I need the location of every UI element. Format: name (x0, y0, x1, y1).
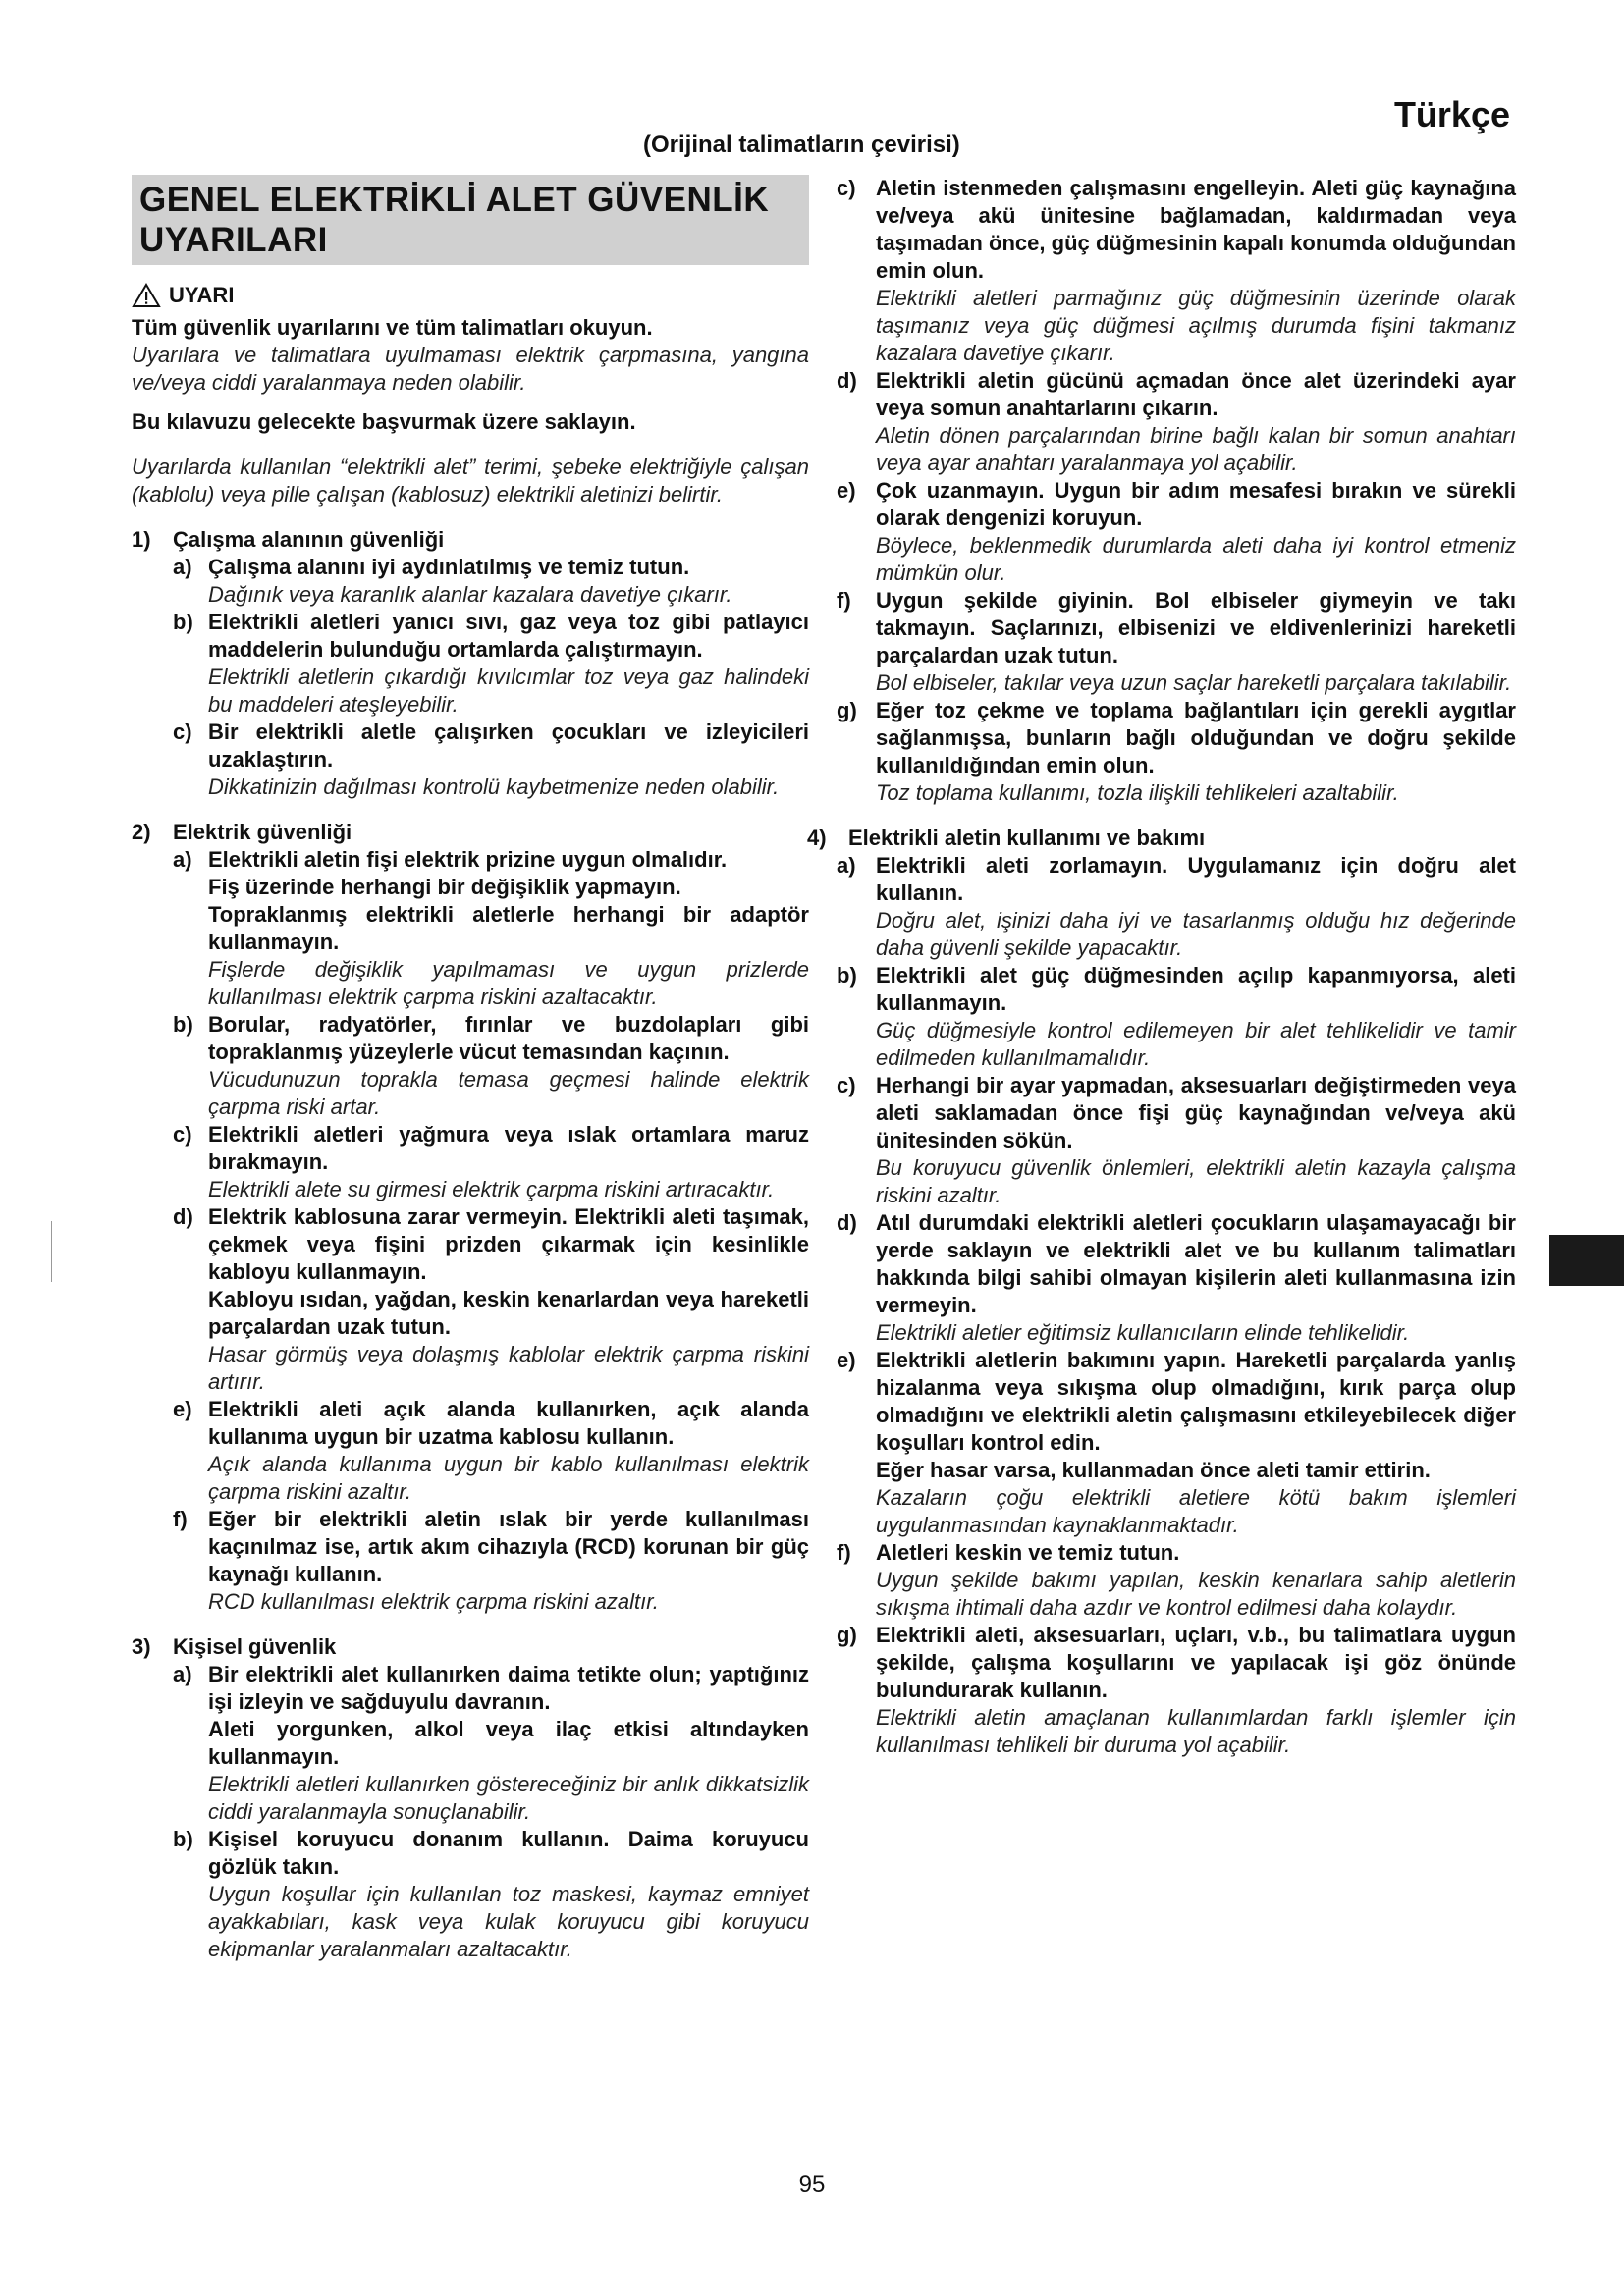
item-4e: e) Elektrikli aletlerin bakımını yapın. Hareketli parçalarda yanlış hizalanma veya sıkışma olup olmadığını, kırık parça olup olmadığını ve elektrikli aletin çalışmasını etkileyebilecek diğer koşulları kontrol edin. Eğer hasar varsa, kullanmadan önce aleti tamir ettirin. Kazaların çoğu elektrikli aletlere kötü bakım işlemleri uygulanmasından kaynaklanmaktadır. (837, 1348, 1516, 1537)
item-4c: c) Herhangi bir ayar yapmadan, aksesuarları değiştirmeden veya aleti saklamadan önce fişi güç kaynağından ve/veya akü ünitesinden sökün. Bu koruyucu güvenlik önlemleri, elektrikli aletin kazayla çalışma riskini azaltır. (837, 1073, 1516, 1207)
item-2a: a) Elektrikli aletin fişi elektrik prizine uygun olmalıdır. Fiş üzerinde herhangi bir değişiklik yapmayın. Topraklanmış elektrikli aletlerle herhangi bir adaptör kullanmayın. Fişlerde değişiklik yapılmaması ve uygun prizlerde kullanılması elektrik çarpma riskini azaltacaktır. (173, 847, 809, 1009)
item-4b: b) Elektrikli alet güç düğmesinden açılıp kapanmıyorsa, aleti kullanmayın. Güç düğmesiyle kontrol edilemeyen bir alet tehlikelidir ve tamir edilmeden kullanılmamalıdır. (837, 963, 1516, 1070)
warning-label: UYARI (169, 283, 235, 307)
item-2e: e) Elektrikli aleti açık alanda kullanırken, açık alanda kullanıma uygun bir uzatma kablosu kullanın. Açık alanda kullanıma uygun bir kablo kullanılması elektrik çarpma riskini azaltır. (173, 1397, 809, 1504)
item-3f: f) Uygun şekilde giyinin. Bol elbiseler giymeyin ve takı takmayın. Saçlarınızı, elbisenizi ve eldivenlerinizi hareketli parçalardan uzak tutun. Bol elbiseler, takılar veya uzun saçlar hareketli parçalara takılabilir. (837, 588, 1516, 695)
item-4f: f) Aletleri keskin ve temiz tutun. Uygun şekilde bakımı yapılan, keskin kenarlara sahip aletlerin sıkışma ihtimali daha azdır ve kontrol edilmesi daha kolaydır. (837, 1540, 1516, 1620)
item-3g: g) Eğer toz çekme ve toplama bağlantıları için gerekli aygıtlar sağlanmışsa, bunların bağlı olduğundan ve doğru şekilde kullanıldığından emin olun. Toz toplama kullanımı, tozla ilişkili tehlikeleri azaltabilir. (837, 698, 1516, 805)
section-4-heading: 4) Elektrikli aletin kullanımı ve bakımı (807, 826, 1206, 850)
title-line-2: UYARILARI (139, 221, 328, 259)
item-4g: g) Elektrikli aleti, aksesuarları, uçları, v.b., bu talimatlara uygun şekilde, çalışma koşullarını ve yapılacak işi göz önünde bulundurarak kullanın. Elektrikli aletin amaçlanan kullanımlardan farklı işlemler için kullanılması tehlikeli bir duruma yol açabilir. (837, 1623, 1516, 1757)
keep-manual: Bu kılavuzu gelecekte başvurmak üzere saklayın. (132, 409, 636, 434)
warning-heading (132, 283, 809, 308)
right-column (807, 175, 1516, 1759)
section-3-heading: 3) Kişisel güvenlik (132, 1634, 337, 1659)
item-2b: b) Borular, radyatörler, fırınlar ve buzdolapları gibi topraklanmış yüzeylerle vücut temasından kaçının. Vücudunuzun toprakla temasa geçmesi halinde elektrik çarpma riski artar. (173, 1012, 809, 1119)
item-2f: f) Eğer bir elektrikli aletin ıslak bir yerde kullanılması kaçınılmaz ise, artık akım cihazıyla (RCD) korunan bir güç kaynağı kullanın. RCD kullanılması elektrik çarpma riskini azaltır. (173, 1507, 809, 1614)
page-number: 95 (798, 2171, 826, 2198)
term-definition: Uyarılarda kullanılan “elektrikli alet” terimi, şebeke elektriğiyle çalışan (kablolu) veya pille çalışan (kablosuz) elektrikli aletinizi belirtir. (132, 454, 809, 507)
section-1-heading: 1) Çalışma alanının güvenliği (132, 527, 445, 552)
item-3d: d) Elektrikli aletin gücünü açmadan önce alet üzerindeki ayar veya somun anahtarlarını çıkarın. Aletin dönen parçalarından birine bağlı kalan bir somun anahtarı veya ayar anahtarı yaralanmaya yol açabilir. (837, 368, 1516, 475)
warning-triangle-icon (132, 283, 161, 308)
item-4a: a) Elektrikli aleti zorlamayın. Uygulamanız için doğru alet kullanın. Doğru alet, işinizi daha iyi ve tasarlanmış olduğu hız değerinde daha güvenli şekilde yapacaktır. (837, 853, 1516, 960)
item-4d: d) Atıl durumdaki elektrikli aletleri çocukların ulaşamayacağı bir yerde saklayın ve elektrikli alet ve bu kullanım talimatları hakkında bilgi sahibi olmayan kişilerin aleti kullanmasına izin vermeyin. Elektrikli aletler eğitimsiz kullanıcıların elinde tehlikelidir. (837, 1210, 1516, 1345)
title-line-1: GENEL ELEKTRİKLİ ALET GÜVENLİK (139, 181, 770, 219)
item-1a: a) Çalışma alanını iyi aydınlatılmış ve temiz tutun. Dağınık veya karanlık alanlar kazalara davetiye çıkarır. (173, 555, 732, 607)
section-2-heading: 2) Elektrik güvenliği (132, 820, 352, 844)
item-3e: e) Çok uzanmayın. Uygun bir adım mesafesi bırakın ve sürekli olarak dengenizi koruyun. Böylece, beklenmedik durumlarda aleti daha iyi kontrol etmeniz mümkün olur. (837, 478, 1516, 585)
language-tab-marker (1549, 1235, 1624, 1286)
margin-line (51, 1221, 52, 1282)
language-label: Türkçe (1393, 94, 1510, 134)
item-2d: d) Elektrik kablosuna zarar vermeyin. Elektrikli aleti taşımak, çekmek veya fişini prizden çıkarmak için kesinlikle kabloyu kullanmayın. Kabloyu ısıdan, yağdan, keskin kenarlardan veya hareketli parçalardan uzak tutun. Hasar görmüş veya dolaşmış kablolar elektrik çarpma riskini artırır. (173, 1204, 809, 1394)
item-1b: b) Elektrikli aletleri yanıcı sıvı, gaz veya toz gibi patlayıcı maddelerin bulunduğu ortamlarda çalıştırmayın. Elektrikli aletlerin çıkardığı kıvılcımlar toz veya gaz halindeki bu maddeleri ateşleyebilir. (173, 610, 809, 717)
left-column (132, 175, 809, 1963)
page-subtitle: (Orijinal talimatların çevirisi) (643, 132, 960, 158)
section-title (132, 175, 809, 265)
warning-bold: Tüm güvenlik uyarılarını ve tüm talimatları okuyun. (132, 315, 653, 340)
item-3a: a) Bir elektrikli alet kullanırken daima tetikte olun; yaptığınız işi izleyin ve sağduyulu davranın. Aleti yorgunken, alkol veya ilaç etkisi altındayken kullanmayın. Elektrikli aletleri kullanırken göstereceğiniz bir anlık dikkatsizlik ciddi yaralanmayla sonuçlanabilir. (173, 1662, 809, 1824)
item-3c: c) Aletin istenmeden çalışmasını engelleyin. Aleti güç kaynağına ve/veya akü ünitesine bağlamadan, kaldırmadan veya taşımadan önce, güç düğmesinin kapalı konumda olduğundan emin olun. Elektrikli aletleri parmağınız güç düğmesinin üzerinde olarak taşımanız veya güç düğmesi açılmış durumda fişini takmanız kazalara davetiye çıkarır. (837, 176, 1516, 365)
item-1c: c) Bir elektrikli aletle çalışırken çocukları ve izleyicileri uzaklaştırın. Dikkatinizin dağılması kontrolü kaybetmenize neden olabilir. (173, 720, 809, 799)
warning-italic: Uyarılara ve talimatlara uyulmaması elektrik çarpmasına, yangına ve/veya ciddi yaralanmaya neden olabilir. (132, 343, 809, 395)
item-2c: c) Elektrikli aletleri yağmura veya ıslak ortamlara maruz bırakmayın. Elektrikli alete su girmesi elektrik çarpma riskini artıracaktır. (173, 1122, 809, 1201)
item-3b: b) Kişisel koruyucu donanım kullanın. Daima koruyucu gözlük takın. Uygun koşullar için kullanılan toz maskesi, kaymaz emniyet ayakkabıları, kask veya kulak koruyucu gibi koruyucu ekipmanlar yaralanmaları azaltacaktır. (173, 1827, 809, 1961)
